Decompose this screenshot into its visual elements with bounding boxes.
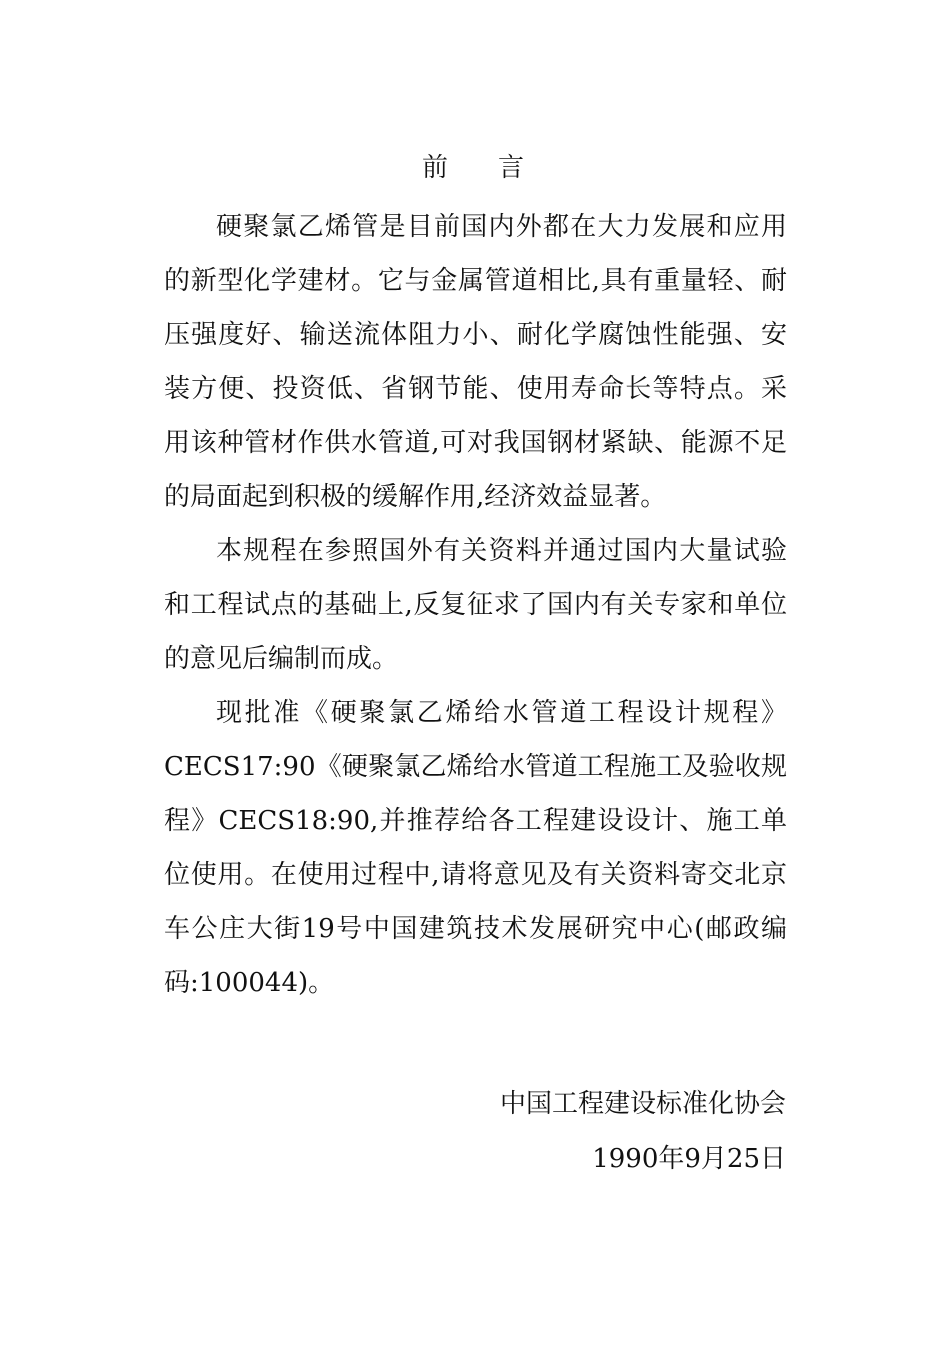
- paragraph-1: 硬聚氯乙烯管是目前国内外都在大力发展和应用的新型化学建材。它与金属管道相比,具有重量轻、耐压强度好、输送流体阻力小、耐化学腐蚀性能强、安装方便、投资低、省钢节能、使用寿命长等特点。采用该种管材作供水管道,可对我国钢材紧缺、能源不足的局面起到积极的缓解作用,经济效益显著。: [164, 212, 787, 512]
- paragraph-3: 现批准《硬聚氯乙烯给水管道工程设计规程》CECS17:90《硬聚氯乙烯给水管道工程施工及验收规程》CECS18:90,并推荐给各工程建设设计、施工单位使用。在使用过程中,请将意见及有关资料寄交北京车公庄大街19号中国建筑技术发展研究中心(邮政编码:100044)。: [164, 698, 787, 998]
- paragraph-2: 本规程在参照国外有关资料并通过国内大量试验和工程试点的基础上,反复征求了国内有关专家和单位的意见后编制而成。: [164, 536, 787, 674]
- foreword-body: [164, 200, 787, 1010]
- title-char-2: 言: [498, 153, 529, 183]
- signature-organization: 中国工程建设标准化协会: [499, 1089, 786, 1119]
- title-char-1: 前: [421, 153, 452, 183]
- page-title: [0, 148, 950, 188]
- signature-date: 1990年9月25日: [592, 1144, 786, 1174]
